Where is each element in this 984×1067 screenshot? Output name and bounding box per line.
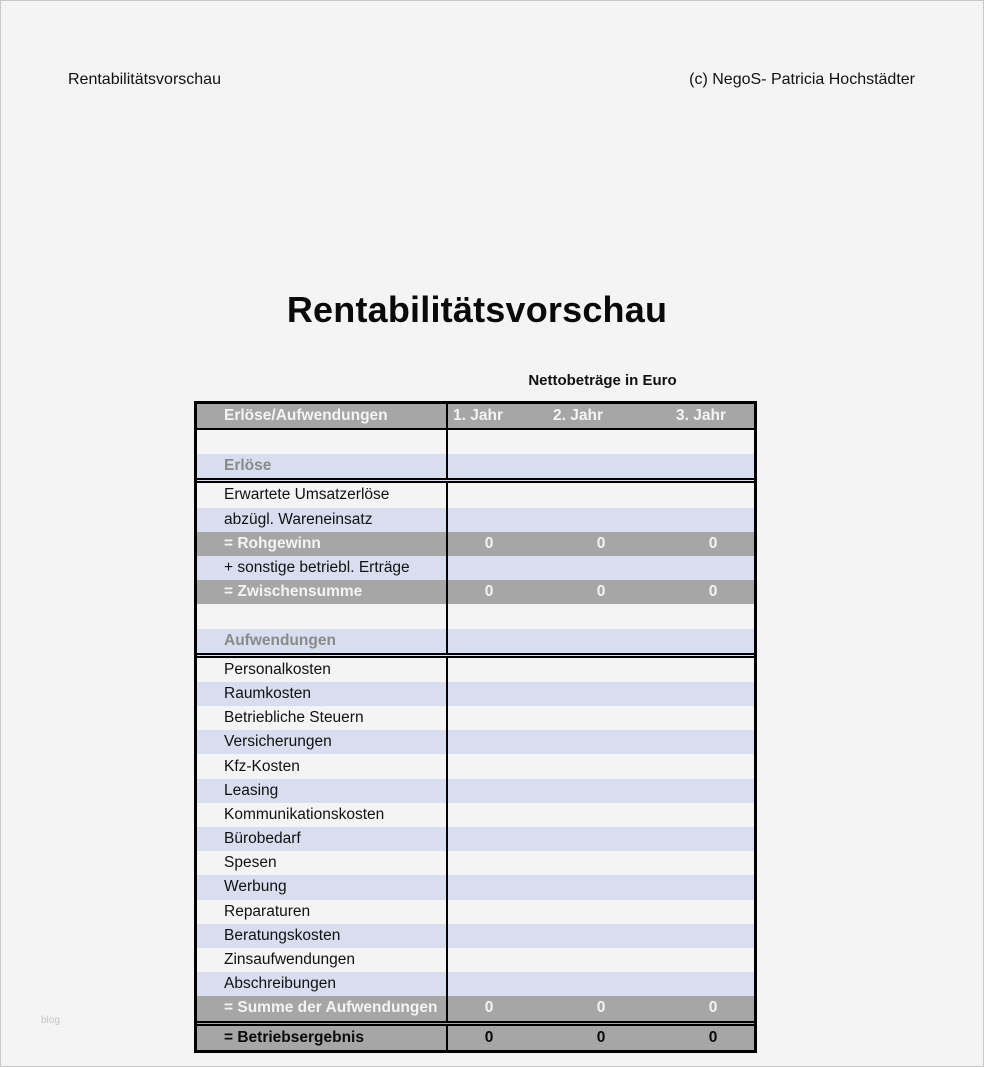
header-copyright: (c) NegoS- Patricia Hochstädter (689, 71, 915, 88)
cell-year-2[interactable] (560, 508, 652, 532)
cell-year-1[interactable]: 0 (484, 1028, 494, 1046)
row-buerobedarf (197, 827, 754, 851)
cell-year-3[interactable] (652, 851, 754, 875)
cell-year-1[interactable] (448, 754, 560, 778)
cell-year-2[interactable] (560, 629, 652, 653)
cell-year-2[interactable] (560, 604, 652, 628)
cell-year-3[interactable] (652, 779, 754, 803)
cell-year-2[interactable] (560, 658, 652, 682)
row-label: Betriebliche Steuern (197, 706, 448, 730)
cell-year-2[interactable] (560, 556, 652, 580)
cell-year-1[interactable] (448, 972, 560, 996)
cell-year-2[interactable] (560, 875, 652, 899)
row-personalkosten (197, 658, 754, 682)
cell-year-3[interactable]: 0 (708, 534, 718, 552)
cell-year-3[interactable] (652, 972, 754, 996)
cell-year-2[interactable]: 0 (596, 1028, 606, 1046)
row-label: = Betriebsergebnis (197, 1026, 448, 1050)
cell-year-1[interactable] (448, 706, 560, 730)
cell-year-2[interactable]: 0 (596, 583, 606, 601)
cell-year-3[interactable]: 0 (708, 583, 718, 601)
cell-year-1[interactable] (448, 682, 560, 706)
cell-year-1[interactable] (448, 875, 560, 899)
row-label: Bürobedarf (197, 827, 448, 851)
row-reparaturen (197, 900, 754, 924)
cell-year-3[interactable] (652, 827, 754, 851)
cell-year-1[interactable] (448, 948, 560, 972)
table-header-row (197, 404, 754, 428)
row-abschreibungen (197, 972, 754, 996)
row-label: Erwartete Umsatzerlöse (197, 483, 448, 507)
cell-year-2[interactable] (560, 483, 652, 507)
cell-year-1[interactable] (448, 604, 560, 628)
cell-year-3[interactable] (652, 948, 754, 972)
cell-year-3[interactable] (652, 430, 754, 454)
cell-year-3[interactable] (652, 730, 754, 754)
section-erloese (197, 454, 754, 483)
row-raumkosten (197, 682, 754, 706)
cell-year-1[interactable] (448, 827, 560, 851)
cell-year-3[interactable] (652, 604, 754, 628)
cell-year-2[interactable] (560, 754, 652, 778)
row-label: = Rohgewinn (197, 532, 448, 556)
row-label: Raumkosten (197, 682, 448, 706)
row-label: Beratungskosten (197, 924, 448, 948)
row-wareneinsatz (197, 508, 754, 532)
cell-year-1[interactable]: 0 (484, 534, 494, 552)
cell-year-2[interactable] (560, 430, 652, 454)
column-header-category: Erlöse/Aufwendungen (197, 404, 448, 428)
row-label (197, 604, 448, 628)
row-label: Reparaturen (197, 900, 448, 924)
column-header-year-3: 3. Jahr (676, 407, 726, 424)
profitability-table (194, 401, 757, 1053)
row-label: Kommunikationskosten (197, 803, 448, 827)
cell-year-2[interactable] (560, 851, 652, 875)
currency-note: Nettobeträge in Euro (528, 372, 677, 389)
cell-year-1[interactable] (448, 803, 560, 827)
cell-year-1[interactable] (448, 430, 560, 454)
cell-year-1[interactable] (448, 900, 560, 924)
cell-year-3[interactable] (652, 658, 754, 682)
cell-year-3[interactable] (652, 875, 754, 899)
cell-year-3[interactable] (652, 454, 754, 478)
cell-year-1[interactable] (448, 779, 560, 803)
cell-year-3[interactable] (652, 803, 754, 827)
cell-year-1[interactable] (448, 454, 560, 478)
cell-year-2[interactable] (560, 454, 652, 478)
cell-year-2[interactable] (560, 779, 652, 803)
cell-year-2[interactable] (560, 682, 652, 706)
row-label: + sonstige betriebl. Erträge (197, 556, 448, 580)
row-sonstige-ertraege (197, 556, 754, 580)
row-label: Erlöse (197, 454, 448, 478)
row-werbung (197, 875, 754, 899)
cell-year-1[interactable] (448, 556, 560, 580)
cell-year-1[interactable] (448, 629, 560, 653)
cell-year-1[interactable] (448, 924, 560, 948)
cell-year-2[interactable]: 0 (596, 534, 606, 552)
cell-year-3[interactable]: 0 (708, 1028, 718, 1046)
row-kfz-kosten (197, 754, 754, 778)
row-betriebliche-steuern (197, 706, 754, 730)
cell-year-2[interactable] (560, 803, 652, 827)
row-zwischensumme (197, 580, 754, 604)
column-header-year-2: 2. Jahr (553, 407, 603, 424)
row-kommunikationskosten (197, 803, 754, 827)
cell-year-1[interactable]: 0 (484, 583, 494, 601)
cell-year-1[interactable] (448, 508, 560, 532)
row-label: Personalkosten (197, 658, 448, 682)
row-zinsaufwendungen (197, 948, 754, 972)
cell-year-1[interactable] (448, 851, 560, 875)
cell-year-3[interactable] (652, 754, 754, 778)
row-label: = Summe der Aufwendungen (197, 996, 448, 1020)
row-label: Zinsaufwendungen (197, 948, 448, 972)
cell-year-3[interactable] (652, 556, 754, 580)
cell-year-3[interactable] (652, 629, 754, 653)
cell-year-1[interactable] (448, 483, 560, 507)
cell-year-2[interactable] (560, 924, 652, 948)
row-leasing (197, 779, 754, 803)
row-label: Leasing (197, 779, 448, 803)
column-header-year-1: 1. Jahr (453, 407, 503, 424)
cell-year-3[interactable]: 0 (708, 999, 718, 1017)
page-title: Rentabilitätsvorschau (286, 289, 668, 330)
watermark: blog (41, 1015, 60, 1026)
cell-year-2[interactable] (560, 972, 652, 996)
row-versicherungen (197, 730, 754, 754)
cell-year-2[interactable]: 0 (596, 999, 606, 1017)
row-label (197, 430, 448, 454)
spacer-row (197, 604, 754, 628)
row-label: abzügl. Wareneinsatz (197, 508, 448, 532)
row-umsatzerloese (197, 483, 754, 507)
cell-year-3[interactable] (652, 924, 754, 948)
cell-year-1[interactable] (448, 730, 560, 754)
cell-year-3[interactable] (652, 900, 754, 924)
cell-year-1[interactable]: 0 (484, 999, 494, 1017)
row-label: Kfz-Kosten (197, 754, 448, 778)
cell-year-3[interactable] (652, 706, 754, 730)
row-summe-aufwendungen (197, 996, 754, 1025)
header-left-title: Rentabilitätsvorschau (68, 71, 221, 88)
cell-year-2[interactable] (560, 706, 652, 730)
row-label: Versicherungen (197, 730, 448, 754)
row-rohgewinn (197, 532, 754, 556)
row-betriebsergebnis (197, 1026, 754, 1050)
cell-year-2[interactable] (560, 827, 652, 851)
row-beratungskosten (197, 924, 754, 948)
row-label: Aufwendungen (197, 629, 448, 653)
cell-year-3[interactable] (652, 508, 754, 532)
cell-year-2[interactable] (560, 948, 652, 972)
row-label: Werbung (197, 875, 448, 899)
row-label: = Zwischensumme (197, 580, 448, 604)
cell-year-2[interactable] (560, 730, 652, 754)
section-aufwendungen (197, 629, 754, 658)
row-label: Spesen (197, 851, 448, 875)
cell-year-3[interactable] (652, 483, 754, 507)
cell-year-3[interactable] (652, 682, 754, 706)
row-label: Abschreibungen (197, 972, 448, 996)
spacer-row (197, 428, 754, 454)
cell-year-2[interactable] (560, 900, 652, 924)
row-spesen (197, 851, 754, 875)
cell-year-1[interactable] (448, 658, 560, 682)
